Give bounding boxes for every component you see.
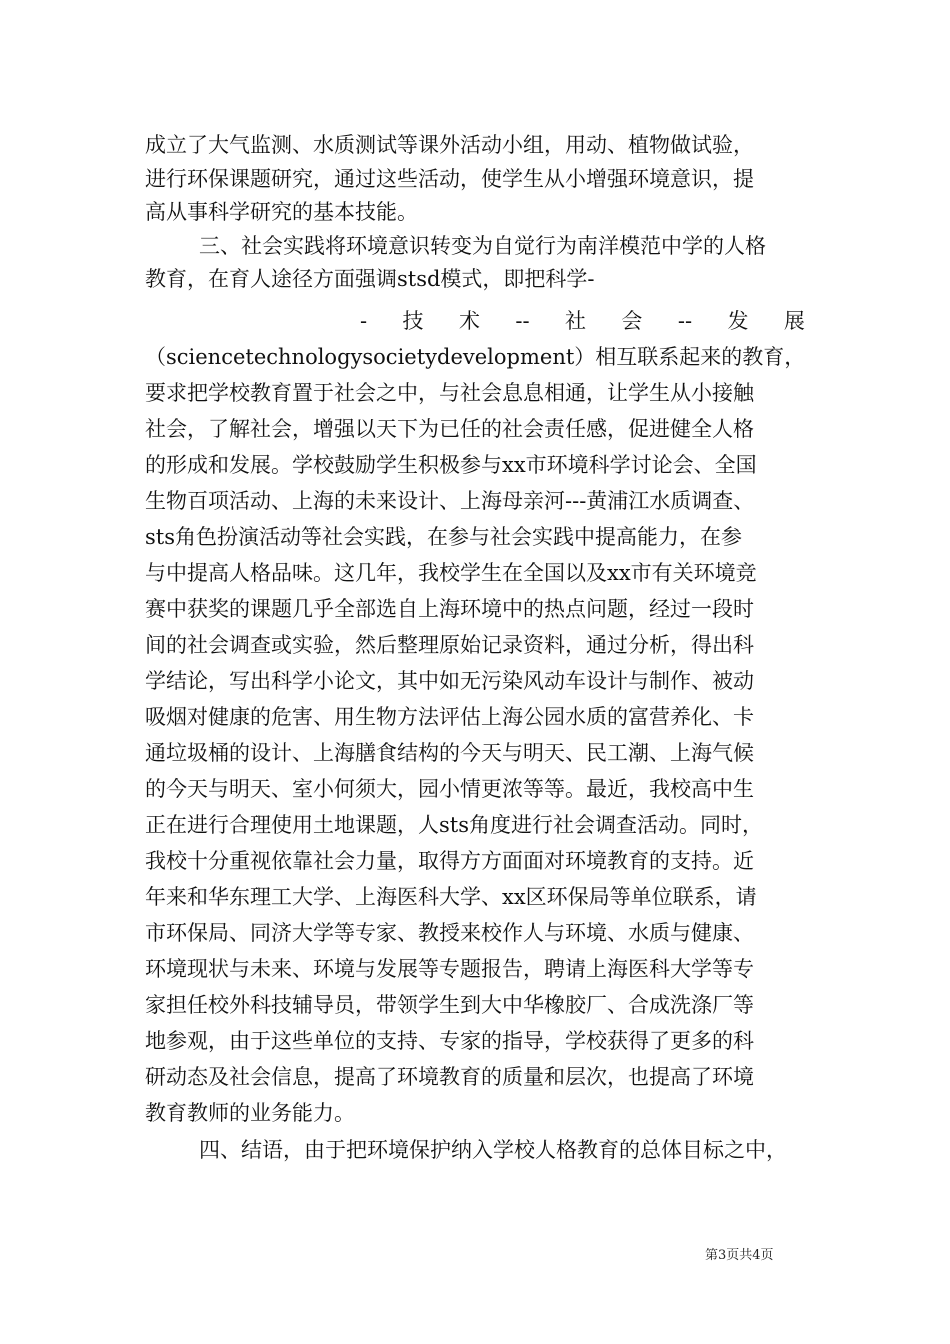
text-line: sts角色扮演活动等社会实践，在参与社会实践中提高能力，在参 — [145, 525, 742, 549]
text-line: 地参观，由于这些单位的支持、专家的指导，学校获得了更多的科 — [145, 1029, 754, 1053]
text-line: 四、结语，由于把环境保护纳入学校人格教育的总体目标之中， — [199, 1138, 787, 1162]
text-line: 生物百项活动、上海的未来设计、上海母亲河---黄浦江水质调查、 — [145, 489, 755, 513]
text-line: 我校十分重视依靠社会力量，取得方方面面对环境教育的支持。近 — [145, 849, 754, 873]
text-line: 教育教师的业务能力。 — [145, 1101, 355, 1125]
text-line: 环境现状与未来、环境与发展等专题报告，聘请上海医科大学等专 — [145, 957, 754, 981]
spread-char: -- — [677, 309, 693, 333]
page-number: 第3页共4页 — [705, 1248, 774, 1263]
spread-char: 术 — [458, 309, 480, 333]
spread-char: 展 — [783, 309, 805, 333]
text-line: 与中提高人格品味。这几年，我校学生在全国以及xx市有关环境竞 — [145, 561, 757, 585]
text-line: 学结论，写出科学小论文，其中如无污染风动车设计与制作、被动 — [145, 669, 754, 693]
text-line: 市环保局、同济大学等专家、教授来校作人与环境、水质与健康、 — [145, 921, 754, 945]
spread-char: 会 — [621, 309, 643, 333]
text-line: 要求把学校教育置于社会之中，与社会息息相通，让学生从小接触 — [145, 381, 754, 405]
text-line: 年来和华东理工大学、上海医科大学、xx区环保局等单位联系，请 — [145, 885, 757, 909]
text-line: （sciencetechnologysocietydevelopment）相互联系起来的教育， — [145, 345, 806, 369]
text-line: 的今天与明天、室小何须大，园小情更浓等等。最近，我校高中生 — [145, 777, 754, 801]
spread-char: -- — [515, 309, 530, 333]
text-line: 研动态及社会信息，提高了环境教育的质量和层次，也提高了环境 — [145, 1065, 754, 1089]
spread-char: 社 — [565, 309, 586, 333]
spread-text-line — [360, 308, 805, 334]
text-line: 进行环保课题研究，通过这些活动，使学生从小增强环境意识，提 — [145, 167, 754, 191]
text-line: 成立了大气监测、水质测试等课外活动小组，用动、植物做试验， — [145, 133, 754, 157]
text-line: 教育，在育人途径方面强调stsd模式，即把科学- — [145, 267, 595, 291]
spread-char: 发 — [727, 309, 749, 333]
text-line: 社会，了解社会，增强以天下为已任的社会责任感，促进健全人格 — [145, 417, 754, 441]
text-line: 的形成和发展。学校鼓励学生积极参与xx市环境科学讨论会、全国 — [145, 453, 757, 477]
text-line: 家担任校外科技辅导员，带领学生到大中华橡胶厂、合成洗涤厂等 — [145, 993, 754, 1017]
text-line: 正在进行合理使用土地课题，人sts角度进行社会调查活动。同时， — [145, 813, 763, 837]
text-line: 间的社会调查或实验，然后整理原始记录资料，通过分析，得出科 — [145, 633, 754, 657]
text-line: 三、社会实践将环境意识转变为自觉行为南洋模范中学的人格 — [199, 234, 766, 258]
text-line: 吸烟对健康的危害、用生物方法评估上海公园水质的富营养化、卡 — [145, 705, 754, 729]
spread-char: 技 — [402, 309, 424, 333]
spread-char: - — [360, 309, 368, 333]
text-line: 高从事科学研究的基本技能。 — [145, 200, 418, 224]
text-line: 赛中获奖的课题几乎全部选自上海环境中的热点问题，经过一段时 — [145, 597, 754, 621]
text-line: 通垃圾桶的设计、上海膳食结构的今天与明天、民工潮、上海气候 — [145, 741, 754, 765]
